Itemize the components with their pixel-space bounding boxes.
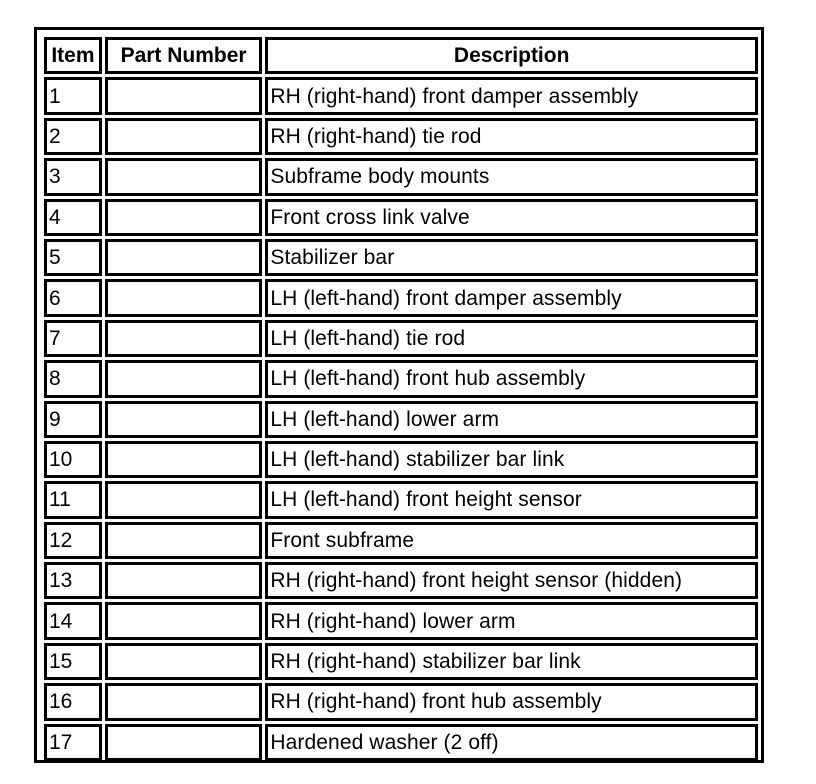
description-cell: Front cross link valve <box>265 199 758 236</box>
part-number-cell <box>105 441 263 478</box>
parts-table-frame <box>34 27 764 763</box>
table-row <box>44 118 758 155</box>
description-cell: RH (right-hand) lower arm <box>265 602 758 639</box>
part-number-cell <box>105 199 263 236</box>
description-cell: LH (left-hand) tie rod <box>265 320 758 357</box>
item-cell: 2 <box>44 118 102 155</box>
parts-table <box>41 34 761 764</box>
part-number-cell <box>105 724 263 761</box>
description-cell: LH (left-hand) lower arm <box>265 401 758 438</box>
part-number-cell <box>105 360 263 397</box>
item-cell: 8 <box>44 360 102 397</box>
description-cell: LH (left-hand) stabilizer bar link <box>265 441 758 478</box>
part-number-cell <box>105 320 263 357</box>
description-cell: RH (right-hand) front damper assembly <box>265 77 758 114</box>
item-cell: 17 <box>44 724 102 761</box>
item-cell: 3 <box>44 158 102 195</box>
table-row <box>44 158 758 195</box>
part-number-cell <box>105 279 263 316</box>
description-cell: RH (right-hand) stabilizer bar link <box>265 643 758 680</box>
description-cell: LH (left-hand) front hub assembly <box>265 360 758 397</box>
part-number-cell <box>105 118 263 155</box>
table-row <box>44 401 758 438</box>
item-cell: 5 <box>44 239 102 276</box>
table-body <box>44 77 758 761</box>
description-cell: RH (right-hand) tie rod <box>265 118 758 155</box>
item-cell: 11 <box>44 481 102 518</box>
item-cell: 9 <box>44 401 102 438</box>
description-cell: RH (right-hand) front hub assembly <box>265 683 758 720</box>
header-part-number: Part Number <box>105 37 263 74</box>
table-row <box>44 360 758 397</box>
table-row <box>44 562 758 599</box>
table-header-row <box>44 37 758 74</box>
description-cell: LH (left-hand) front height sensor <box>265 481 758 518</box>
part-number-cell <box>105 643 263 680</box>
part-number-cell <box>105 683 263 720</box>
part-number-cell <box>105 602 263 639</box>
description-cell: Subframe body mounts <box>265 158 758 195</box>
part-number-cell <box>105 239 263 276</box>
table-row <box>44 522 758 559</box>
description-cell: LH (left-hand) front damper assembly <box>265 279 758 316</box>
part-number-cell <box>105 401 263 438</box>
header-description: Description <box>265 37 758 74</box>
table-row <box>44 643 758 680</box>
table-row <box>44 199 758 236</box>
item-cell: 4 <box>44 199 102 236</box>
table-row <box>44 77 758 114</box>
table-row <box>44 683 758 720</box>
header-item: Item <box>44 37 102 74</box>
part-number-cell <box>105 77 263 114</box>
item-cell: 13 <box>44 562 102 599</box>
description-cell: Hardened washer (2 off) <box>265 724 758 761</box>
table-row <box>44 602 758 639</box>
table-row <box>44 724 758 761</box>
item-cell: 16 <box>44 683 102 720</box>
item-cell: 7 <box>44 320 102 357</box>
part-number-cell <box>105 562 263 599</box>
item-cell: 1 <box>44 77 102 114</box>
item-cell: 12 <box>44 522 102 559</box>
table-row <box>44 441 758 478</box>
table-row <box>44 239 758 276</box>
part-number-cell <box>105 158 263 195</box>
description-cell: RH (right-hand) front height sensor (hidden) <box>265 562 758 599</box>
item-cell: 10 <box>44 441 102 478</box>
part-number-cell <box>105 522 263 559</box>
table-row <box>44 279 758 316</box>
item-cell: 15 <box>44 643 102 680</box>
item-cell: 6 <box>44 279 102 316</box>
table-row <box>44 320 758 357</box>
description-cell: Front subframe <box>265 522 758 559</box>
description-cell: Stabilizer bar <box>265 239 758 276</box>
table-row <box>44 481 758 518</box>
item-cell: 14 <box>44 602 102 639</box>
part-number-cell <box>105 481 263 518</box>
